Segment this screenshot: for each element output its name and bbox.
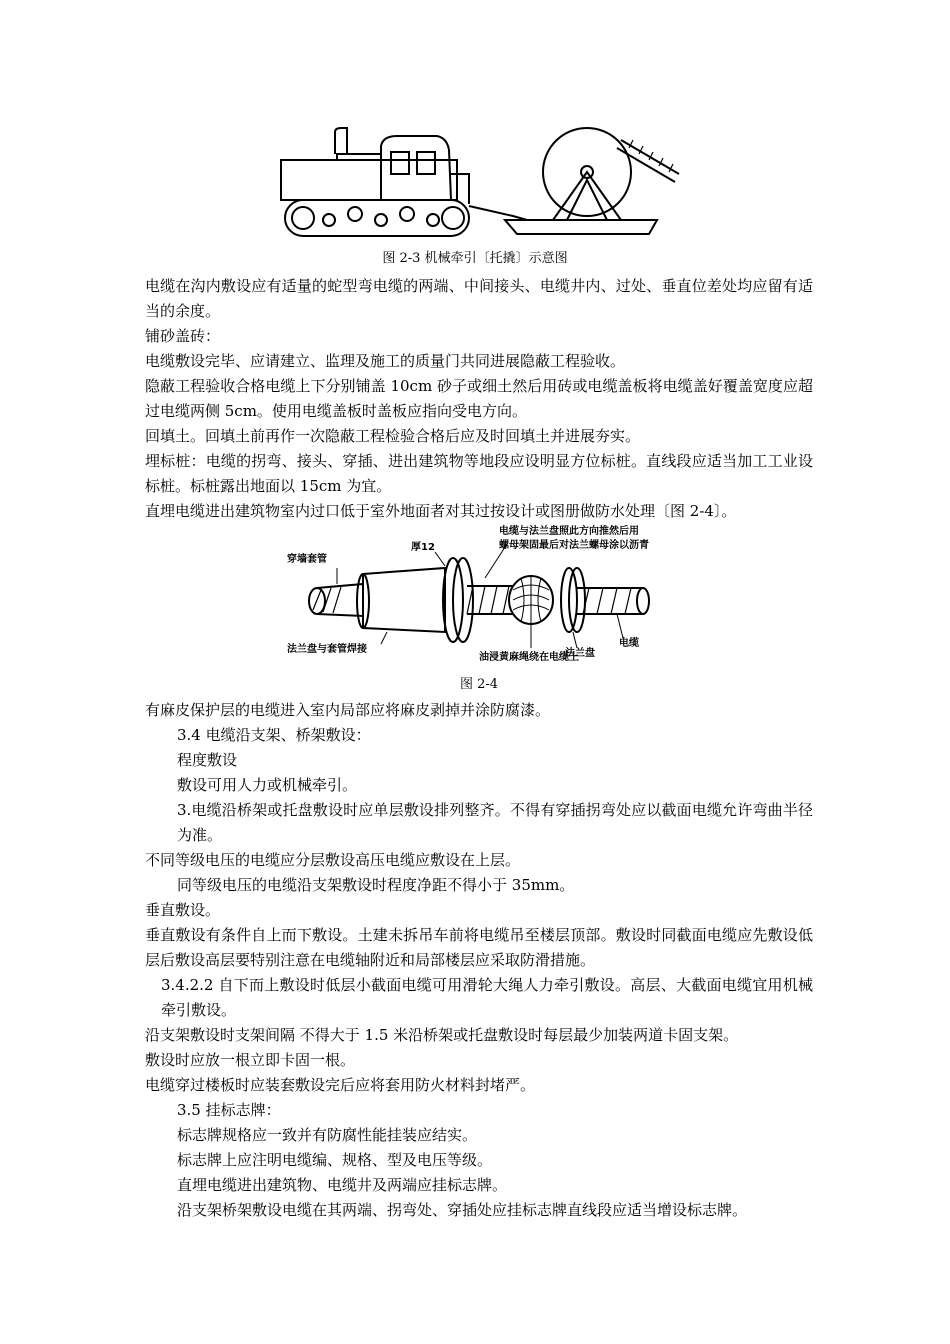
- paragraph-support-spacing: 沿支架敷设时支架间隔 不得大于 1.5 米沿桥架或托盘敷设时每层最少加装两道卡固支架。: [145, 1026, 739, 1044]
- paragraph-tag-support: 沿支架桥架敷设电缆在其两端、拐弯处、穿插处应挂标志牌直线段应适当增设标志牌。: [177, 1201, 748, 1219]
- tractor-exhaust: [335, 128, 347, 154]
- figure-2-4-wall-sleeve-drawing: [277, 528, 657, 668]
- paragraph-tag-buried: 直埋电缆进出建筑物、电缆井及两端应挂标志牌。: [177, 1176, 508, 1194]
- label-cable: 电缆: [619, 638, 639, 649]
- cable-out: [577, 588, 643, 614]
- label-direction-line2: 螺母架固最后对法兰螺母涂以沥青: [499, 540, 649, 551]
- label-direction-line1: 电缆与法兰盘照此方向推然后用: [499, 526, 639, 537]
- tow-bar: [469, 206, 527, 220]
- paragraph-marker-posts: 埋标桩：电缆的拐弯、接头、穿插、进出建筑物等地段应设明显方位标桩。直线段应适当加工工业设标桩。标桩露出地面以 15cm 为宜。: [145, 452, 813, 495]
- paragraph-floor-sleeve: 电缆穿过楼板时应装套敷设完后应将套用防火材料封堵严。: [145, 1076, 536, 1094]
- paragraph-spacing: 同等级电压的电缆沿支架敷设时程度净距不得小于 35mm。: [177, 876, 575, 894]
- paragraph-backfill: 回填土。回填土前再作一次隐蔽工程检验合格后应及时回填土并进展夯实。: [145, 427, 641, 445]
- figure-2-3-traction-drawing: [277, 124, 682, 248]
- paragraph-sand-brick-heading: 铺砂盖砖：: [145, 327, 221, 345]
- paragraph-slack: 电缆在沟内敷设应有适量的蛇型弯电缆的两端、中间接头、电缆井内、过处、垂直位差处均应留有适当的余度。: [145, 277, 813, 320]
- paragraph-horizontal: 程度敷设: [177, 751, 238, 769]
- paragraph-fix-each: 敷设时应放一根立即卡固一根。: [145, 1051, 356, 1069]
- label-flange: 法兰盘: [565, 648, 595, 659]
- paragraph-tag-spec: 标志牌规格应一致并有防腐性能挂装应结实。: [177, 1126, 478, 1144]
- sled: [505, 220, 657, 234]
- paragraph-traction: 敷设可用人力或机械牵引。: [177, 776, 358, 794]
- label-thickness: 厚12: [411, 542, 435, 553]
- tractor-body: [281, 160, 457, 200]
- paragraph-tag-content: 标志牌上应注明电缆编、规格、型及电压等级。: [177, 1151, 493, 1169]
- wall-sleeve: [363, 568, 445, 632]
- paragraph-bottom-up: 3.4.2.2 自下而上敷设时低层小截面电缆可用滑轮大绳人力牵引敷设。高层、大截面电缆宜用机械牵引敷设。: [161, 976, 813, 1019]
- outgoing-cable: [617, 148, 675, 182]
- figure-2-4-caption: 图 2-4: [459, 677, 499, 692]
- paragraph-jute-removal: 有麻皮保护层的电缆进入室内局部应将麻皮剥掉并涂防腐漆。: [145, 701, 551, 719]
- paragraph-vertical-heading: 垂直敷设。: [145, 901, 221, 919]
- label-jute-rope: 油浸黄麻绳绕在电缆上: [479, 652, 579, 663]
- paragraph-top-down: 垂直敷设有条件自上而下敷设。土建未拆吊车前将电缆吊至楼层顶部。敷设时同截面电缆应先敷设低层后敷设高层要特别注意在电缆轴附近和局部楼层应采取防滑措施。: [145, 926, 813, 969]
- paragraph-voltage-layers: 不同等级电压的电缆应分层敷设高压电缆应敷设在上层。: [145, 851, 521, 869]
- figure-2-3-caption: 图 2-3 机械牵引〔托撬〕示意图: [382, 251, 568, 266]
- paragraph-waterproofing: 直埋电缆进出建筑物室内过口低于室外地面者对其过按设计或图册做防水处理〔图 2-4〕。: [145, 502, 737, 520]
- paragraph-acceptance: 电缆敷设完毕、应请建立、监理及施工的质量门共同进展隐蔽工程验收。: [145, 352, 626, 370]
- label-flange-weld: 法兰盘与套管焊接: [287, 644, 367, 655]
- label-wall-sleeve: 穿墙套管: [287, 554, 327, 565]
- body-text: [145, 274, 813, 1223]
- paragraph-cover: 隐蔽工程验收合格电缆上下分别铺盖 10cm 砂子或细土然后用砖或电缆盖板将电缆盖好覆盖宽度应超过电缆两侧 5cm。使用电缆盖板时盖板应指向受电方向。: [145, 377, 813, 420]
- section-3-4-heading: 3.4 电缆沿支架、桥架敷设：: [177, 726, 371, 744]
- section-3-5-heading: 3.5 挂标志牌：: [177, 1101, 281, 1119]
- paragraph-tray-single-layer: 3.电缆沿桥架或托盘敷设时应单层敷设排列整齐。不得有穿插拐弯处应以截面电缆允许弯曲半径为准。: [177, 801, 813, 844]
